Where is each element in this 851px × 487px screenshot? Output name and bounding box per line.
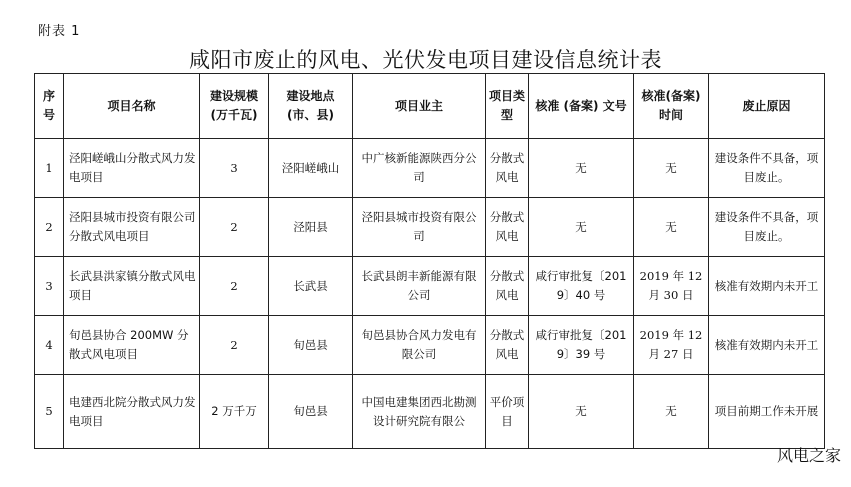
cell-owner: 泾阳县城市投资有限公司 bbox=[353, 198, 486, 257]
table-row bbox=[35, 198, 825, 257]
table-row bbox=[35, 139, 825, 198]
header-seq: 序号 bbox=[35, 74, 64, 139]
cell-approval-no: 咸行审批复〔2019〕40 号 bbox=[529, 257, 634, 316]
cell-type: 平价项目 bbox=[486, 375, 529, 449]
cell-scale: 2 bbox=[200, 257, 269, 316]
cell-location: 长武县 bbox=[269, 257, 353, 316]
table-header-row bbox=[35, 74, 825, 139]
cell-reason: 建设条件不具备，项目废止。 bbox=[709, 198, 825, 257]
cell-location: 泾阳嵯峨山 bbox=[269, 139, 353, 198]
cell-scale: 2 万千万 bbox=[200, 375, 269, 449]
cell-location: 泾阳县 bbox=[269, 198, 353, 257]
cell-type: 分散式风电 bbox=[486, 257, 529, 316]
cell-type: 分散式风电 bbox=[486, 198, 529, 257]
cell-approval-time: 2019 年 12 月 30 日 bbox=[634, 257, 709, 316]
cell-owner: 旬邑县协合风力发电有限公司 bbox=[353, 316, 486, 375]
header-approval-time: 核准(备案)时间 bbox=[634, 74, 709, 139]
cell-approval-no: 无 bbox=[529, 198, 634, 257]
table-row bbox=[35, 375, 825, 449]
cell-seq: 2 bbox=[35, 198, 64, 257]
table-row bbox=[35, 316, 825, 375]
cell-seq: 5 bbox=[35, 375, 64, 449]
cell-name: 泾阳县城市投资有限公司分散式风电项目 bbox=[64, 198, 200, 257]
appendix-label: 附表 1 bbox=[38, 24, 81, 39]
page-title: 咸阳市废止的风电、光伏发电项目建设信息统计表 bbox=[189, 48, 662, 72]
cell-type: 分散式风电 bbox=[486, 316, 529, 375]
cell-owner: 中国电建集团西北勘测设计研究院有限公 bbox=[353, 375, 486, 449]
cell-scale: 2 bbox=[200, 198, 269, 257]
project-table bbox=[34, 73, 825, 449]
watermark-text: 风电之家 bbox=[776, 446, 841, 465]
header-name: 项目名称 bbox=[64, 74, 200, 139]
cell-approval-time: 2019 年 12 月 27 日 bbox=[634, 316, 709, 375]
cell-type: 分散式风电 bbox=[486, 139, 529, 198]
cell-approval-no: 无 bbox=[529, 375, 634, 449]
header-reason: 废止原因 bbox=[709, 74, 825, 139]
cell-owner: 长武县朗丰新能源有限公司 bbox=[353, 257, 486, 316]
cell-approval-no: 咸行审批复〔2019〕39 号 bbox=[529, 316, 634, 375]
header-scale: 建设规模(万千瓦) bbox=[200, 74, 269, 139]
cell-approval-time: 无 bbox=[634, 139, 709, 198]
cell-reason: 项目前期工作未开展 bbox=[709, 375, 825, 449]
cell-owner: 中广核新能源陕西分公司 bbox=[353, 139, 486, 198]
cell-scale: 3 bbox=[200, 139, 269, 198]
cell-scale: 2 bbox=[200, 316, 269, 375]
header-location: 建设地点(市、县) bbox=[269, 74, 353, 139]
header-approval-no: 核准 (备案) 文号 bbox=[529, 74, 634, 139]
table-row bbox=[35, 257, 825, 316]
header-type: 项目类型 bbox=[486, 74, 529, 139]
cell-approval-no: 无 bbox=[529, 139, 634, 198]
cell-reason: 核准有效期内未开工 bbox=[709, 316, 825, 375]
cell-reason: 建设条件不具备，项目废止。 bbox=[709, 139, 825, 198]
cell-location: 旬邑县 bbox=[269, 316, 353, 375]
cell-reason: 核准有效期内未开工 bbox=[709, 257, 825, 316]
cell-name: 旬邑县协合 200MW 分散式风电项目 bbox=[64, 316, 200, 375]
cell-location: 旬邑县 bbox=[269, 375, 353, 449]
cell-name: 长武县洪家镇分散式风电项目 bbox=[64, 257, 200, 316]
cell-seq: 1 bbox=[35, 139, 64, 198]
cell-approval-time: 无 bbox=[634, 375, 709, 449]
cell-name: 泾阳嵯峨山分散式风力发电项目 bbox=[64, 139, 200, 198]
cell-seq: 4 bbox=[35, 316, 64, 375]
cell-seq: 3 bbox=[35, 257, 64, 316]
cell-approval-time: 无 bbox=[634, 198, 709, 257]
cell-name: 电建西北院分散式风力发电项目 bbox=[64, 375, 200, 449]
header-owner: 项目业主 bbox=[353, 74, 486, 139]
